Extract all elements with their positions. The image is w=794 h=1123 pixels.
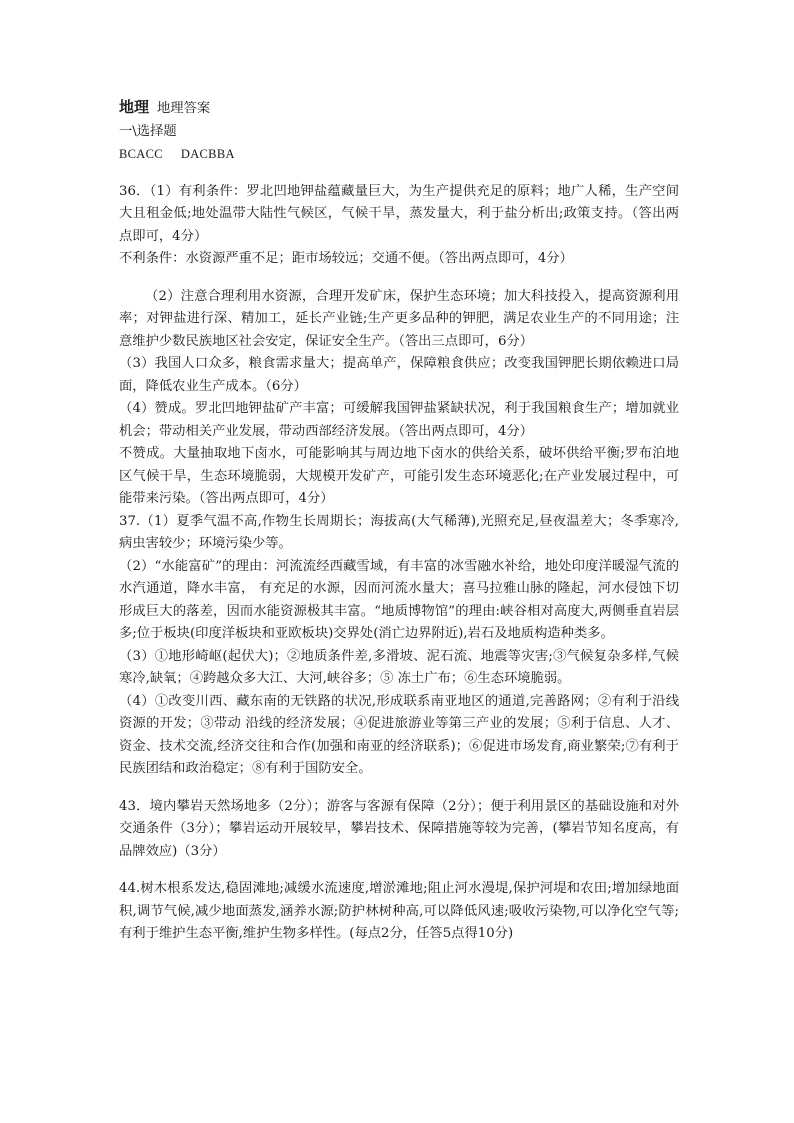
q44-answer: 44.树木根系发达,稳固滩地;减缓水流速度,增淤滩地;阻止河水漫堤,保护河堤和农田;增加绿地面积,调节气候,减少地面蒸发,涵养水源;防护林树种高,可以降低风速;吸收污染物,可以净化空气等;有利于维护生态平衡,维护生物多样性。(每点2分，任答5点得10分): [119, 881, 679, 941]
answer-document: [119, 96, 679, 946]
spacer: [119, 166, 679, 181]
q36-part4-agree: （4）赞成。罗北凹地钾盐矿产丰富；可缓解我国钾盐紧缺状况，利于我国粮食生产；增加就业机会；带动相关产业发展，带动西部经济发展。（答出两点即可，4分）: [119, 401, 679, 439]
spacer: [119, 863, 679, 878]
q43-answer: 43．境内攀岩天然场地多（2分）；游客与客源有保障（2分）；便于利用景区的基础设施和对外交通条件（3分）；攀岩运动开展较早，攀岩技术、保障措施等较为完善，(攀岩节知名度高，有品牌效应)（3分）: [119, 798, 679, 859]
answer-subtitle: 地理答案: [157, 101, 211, 116]
q36-part3: （3）我国人口众多，粮食需求量大；提高单产，保障粮食供应；改变我国钾肥长期依赖进口局面，降低农业生产成本。（6分）: [119, 356, 679, 394]
q36-part4-disagree: 不赞成。大量抽取地下卤水，可能影响其与周边地下卤水的供给关系，破坏供给平衡;罗布泊地区气候干旱，生态环境脆弱，大规模开发矿产，可能引发生态环境恶化;在产业发展过程中，可能带来污染。（答出两点即可，4分）: [119, 446, 679, 506]
document-heading: [119, 96, 679, 121]
q37-part1: 37.（1）夏季气温不高,作物生长周期长；海拔高(大气稀薄),光照充足,昼夜温差大；冬季寒冷,病虫害较少；环境污染少等。: [119, 513, 679, 551]
spacer: [119, 781, 679, 796]
q37-part3: （3）①地形崎岖(起伏大)；②地质条件差,多滑坡、泥石流、地震等灾害;③气候复杂多样,气候寒冷,缺氧；④跨越众多大江、大河,峡谷多；⑤ 冻土广布；⑥生态环境脆弱。: [119, 648, 679, 686]
q37-part4: （4）①改变川西、藏东南的无铁路的状况,形成联系南亚地区的通道,完善路网；②有利于沿线资源的开发；③带动 沿线的经济发展；④促进旅游业等第三产业的发展；⑤利于信息、人才、资金、技术交流,经济交往和合作(加强和南亚的经济联系)；⑥促进市场发育,商业繁荣;⑦有利于民族团结和政治稳定；⑧有利于国防安全。: [119, 693, 679, 776]
q36-part2: （2）注意合理利用水资源，合理开发矿床，保护生态环境；加大科技投入，提高资源利用率；对钾盐进行深、精加工，延长产业链;生产更多品种的钾肥，满足农业生产的不同用途；注意维护少数民族地区社会安定，保证安全生产。（答出三点即可，6分）: [119, 288, 679, 349]
q37-part2: （2）“水能富矿”的理由：河流流经西藏雪域，有丰富的冰雪融水补给，地处印度洋暖湿气流的水汽通道，降水丰富， 有充足的水源，因而河流水量大；喜马拉雅山脉的隆起，河水侵蚀下切形成巨大的落差，因而水能资源极其丰富。“地质博物馆”的理由:峡谷相对高度大,两侧垂直岩层多;位于板块(印度洋板块和亚欧板块)交界处(消亡边界附近),岩石及地质构造种类多。: [119, 558, 679, 641]
answer-group-1: BCACC: [119, 147, 163, 161]
spacer: [119, 271, 679, 286]
subject-title: 地理: [119, 98, 150, 116]
q36-part1-disadvantages: 不利条件：水资源严重不足；距市场较远；交通不便。（答出两点即可，4分）: [119, 251, 573, 266]
section-title: 一\选择题: [119, 123, 177, 139]
q36-part1-advantages: 36．（1）有利条件：罗北凹地钾盐蕴藏量巨大，为生产提供充足的原料；地广人稀，生产空间大且租金低;地处温带大陆性气候区，气候干旱，蒸发量大，利于盐分析出;政策支持。（答出两点即可，4分）: [119, 183, 679, 244]
answer-group-2: DACBBA: [180, 147, 235, 161]
multiple-choice-answers: [119, 143, 679, 166]
